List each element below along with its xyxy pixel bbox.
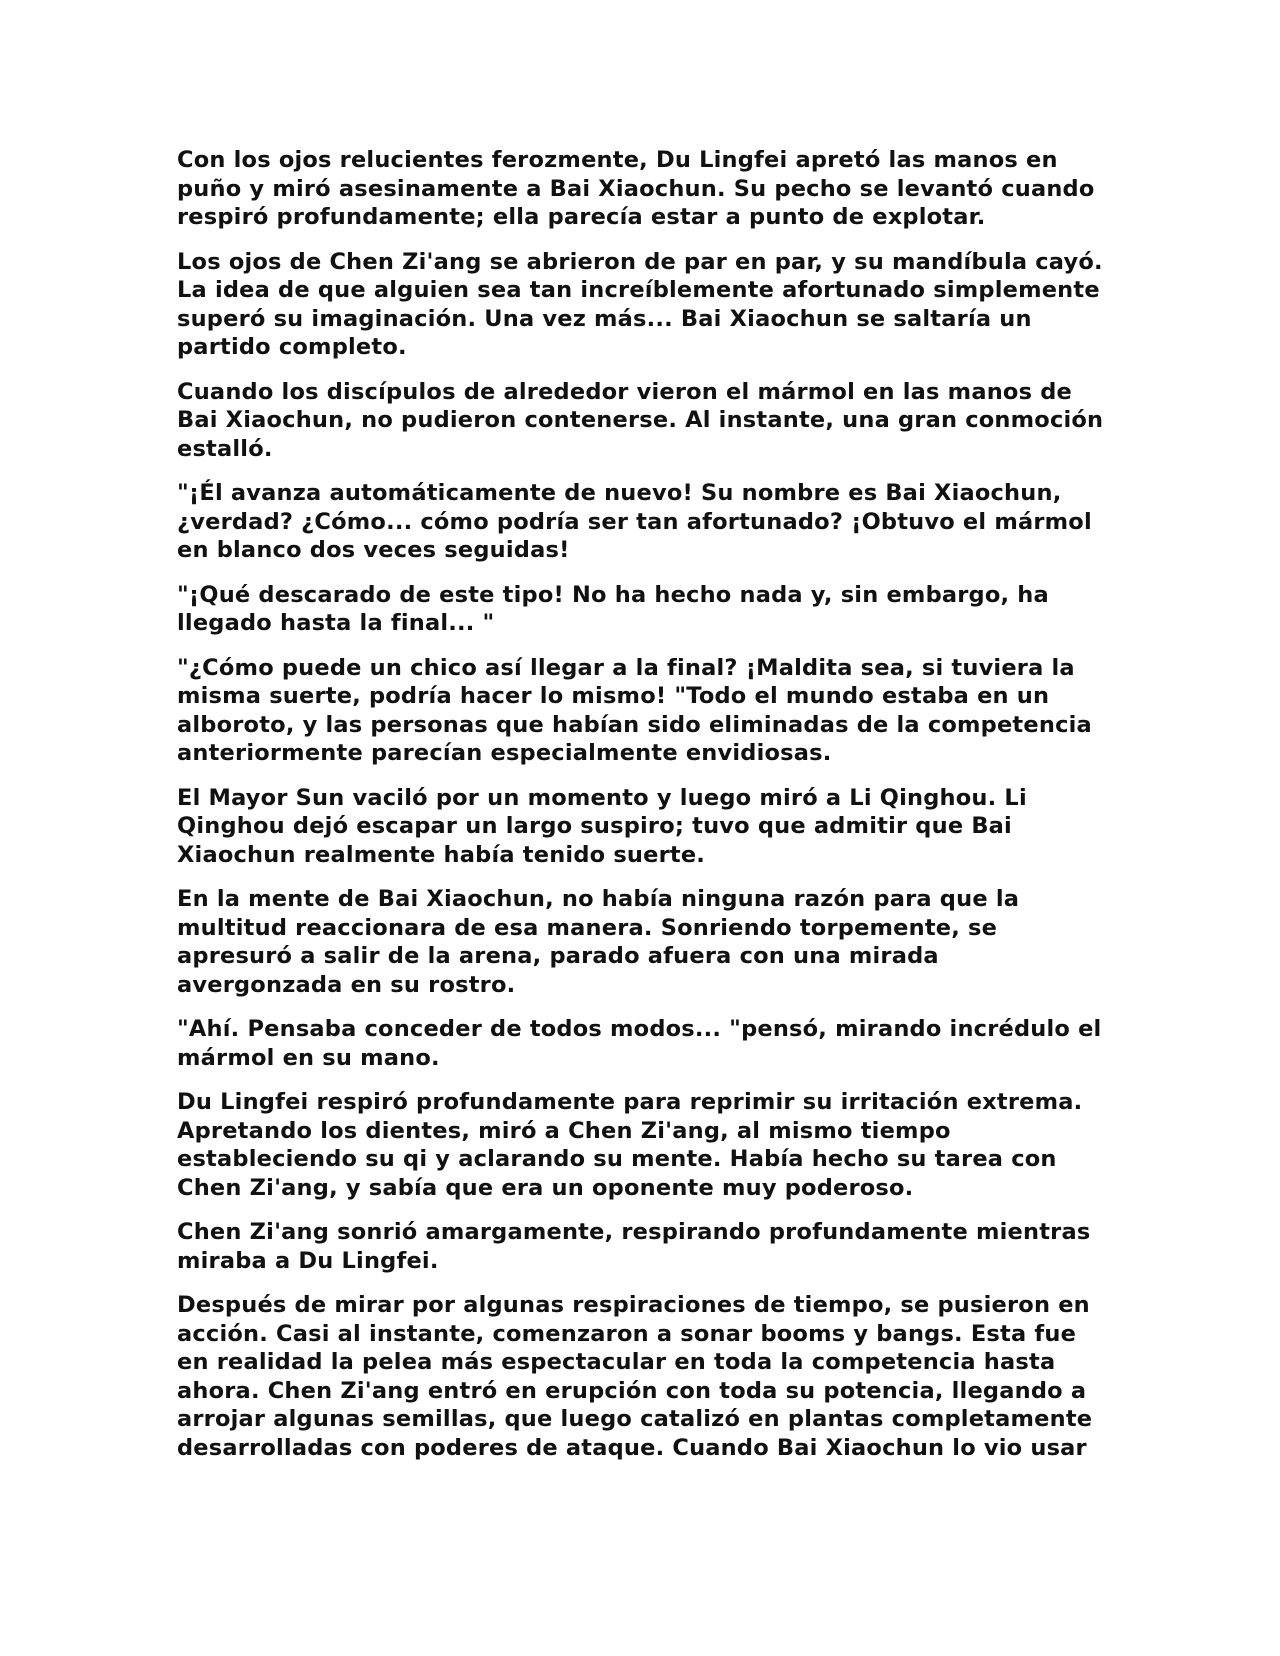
paragraph-11: Chen Zi'ang sonrió amargamente, respirando profundamente mientras miraba a Du Lingfei. (177, 1219, 1091, 1274)
paragraph-2: Los ojos de Chen Zi'ang se abrieron de par en par, y su mandíbula cayó. La idea de que alguien sea tan increíblemente afortunado simplemente superó su imaginación. Una vez más... Bai Xiaochun se saltaría un partido completo. (177, 248, 1103, 360)
paragraph-7: El Mayor Sun vaciló por un momento y luego miró a Li Qinghou. Li Qinghou dejó escapar un largo suspiro; tuvo que admitir que Bai Xiaochun realmente había tenido suerte. (177, 784, 1027, 868)
paragraph-12: Después de mirar por algunas respiraciones de tiempo, se pusieron en acción. Casi al instante, comenzaron a sonar booms y bangs. Esta fue en realidad la pelea más espectacular en toda la competencia hasta ahora. Chen Zi'ang entró en erupción con toda su potencia, llegando a arrojar algunas semillas, que luego catalizó en plantas completamente desarrolladas con poderes de ataque. Cuando Bai Xiaochun lo vio usar (177, 1292, 1093, 1461)
paragraph-8: En la mente de Bai Xiaochun, no había ninguna razón para que la multitud reaccionara de esa manera. Sonriendo torpemente, se apresuró a salir de la arena, parado afuera con una mirada avergonzada en su rostro. (177, 886, 1020, 998)
paragraph-3: Cuando los discípulos de alrededor vieron el mármol en las manos de Bai Xiaochun, no pudieron contenerse. Al instante, una gran conmoción estalló. (177, 378, 1104, 462)
paragraph-1: Con los ojos relucientes ferozmente, Du Lingfei apretó las manos en puño y miró asesinamente a Bai Xiaochun. Su pecho se levantó cuando respiró profundamente; ella parecía estar a punto de explotar. (177, 147, 1095, 230)
paragraph-10: Du Lingfei respiró profundamente para reprimir su irritación extrema. Apretando los dientes, miró a Chen Zi'ang, al mismo tiempo estableciendo su qi y aclarando su mente. Había hecho su tarea con Chen Zi'ang, y sabía que era un oponente muy poderoso. (177, 1089, 1083, 1201)
document-page (177, 146, 1105, 1478)
paragraph-4: "¡Él avanza automáticamente de nuevo! Su nombre es Bai Xiaochun, ¿verdad? ¿Cómo... cómo podría ser tan afortunado? ¡Obtuvo el mármol en blanco dos veces seguidas! (177, 480, 1092, 563)
paragraph-6: "¿Cómo puede un chico así llegar a la final? ¡Maldita sea, si tuviera la misma suerte, podría hacer lo mismo! "Todo el mundo estaba en un alboroto, y las personas que habían sido eliminadas de la competencia anteriormente parecían especialmente envidiosas. (177, 654, 1092, 766)
paragraph-5: "¡Qué descarado de este tipo! No ha hecho nada y, sin embargo, ha llegado hasta la final... " (177, 581, 1049, 636)
paragraph-9: "Ahí. Pensaba conceder de todos modos... "pensó, mirando incrédulo el mármol en su mano. (177, 1016, 1102, 1071)
